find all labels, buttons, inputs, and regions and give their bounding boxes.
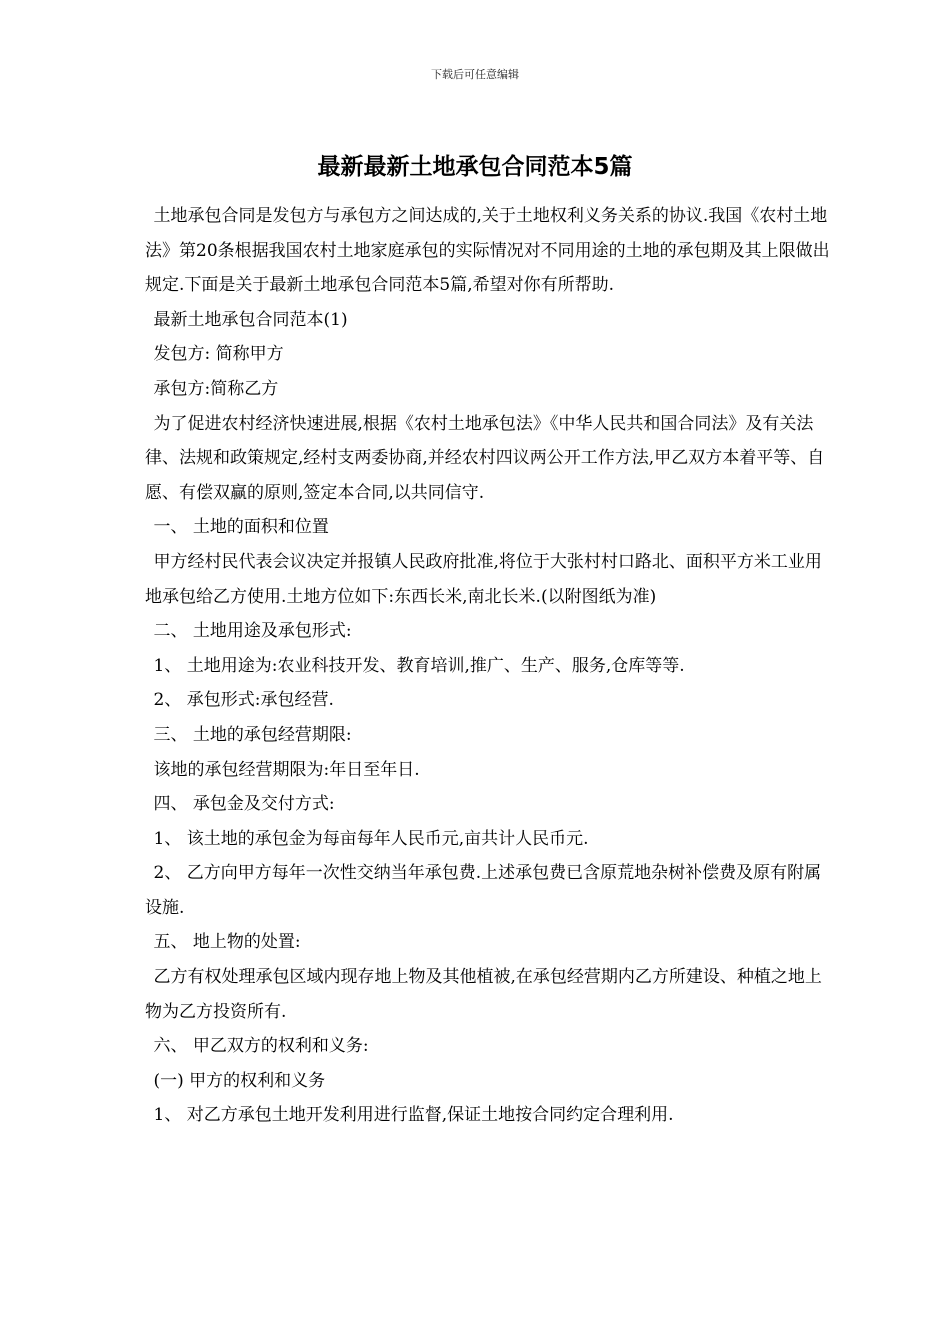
paragraph-land-use: 1、 土地用途为:农业科技开发、教育培训,推广、生产、服务,仓库等等. xyxy=(153,655,685,676)
paragraph-contract-form: 2、 承包形式:承包经营. xyxy=(153,690,334,711)
paragraph-fee: 1、 该土地的承包金为每亩每年人民币元,亩共计人民币元. xyxy=(153,828,589,849)
section-heading-3: 三、 土地的承包经营期限: xyxy=(153,724,352,745)
section-heading-6: 六、 甲乙双方的权利和义务: xyxy=(153,1036,369,1057)
section-heading-5: 五、 地上物的处置: xyxy=(153,932,301,953)
subsection-heading-party-a: (一) 甲方的权利和义务 xyxy=(153,1070,326,1091)
document-title: 最新最新土地承包合同范本5篇 xyxy=(317,154,633,180)
paragraph-land-location: 甲方经村民代表会议决定并报镇人民政府批准,将位于大张村村口路北、面积平方米工业用地承包给乙方使用.土地方位如下:东西长米,南北长米.(以附图纸为准) xyxy=(145,551,822,607)
paragraph-term: 该地的承包经营期限为:年日至年日. xyxy=(153,759,420,780)
header-note: 下载后可任意编辑 xyxy=(431,68,519,81)
paragraph-party-b: 承包方:简称乙方 xyxy=(153,378,279,399)
document-body xyxy=(145,199,835,1133)
paragraph-payment: 2、 乙方向甲方每年一次性交纳当年承包费.上述承包费已含原荒地杂树补偿费及原有附属设施. xyxy=(145,863,822,918)
paragraph-ground-objects: 乙方有权处理承包区域内现存地上物及其他植被,在承包经营期内乙方所建设、种植之地上物为乙方投资所有. xyxy=(145,967,822,1022)
paragraph-contract-heading: 最新土地承包合同范本(1) xyxy=(153,309,348,330)
section-heading-1: 一、 土地的面积和位置 xyxy=(153,517,329,538)
paragraph-party-a: 发包方: 简称甲方 xyxy=(153,344,284,365)
paragraph-supervision: 1、 对乙方承包土地开发利用进行监督,保证土地按合同约定合理利用. xyxy=(153,1105,674,1126)
paragraph-preamble: 为了促进农村经济快速进展,根据《农村土地承包法》《中华人民共和国合同法》及有关法律、法规和政策规定,经村支两委协商,并经农村四议两公开工作方法,甲乙双方本着平等、自愿、有偿双赢的原则,签定本合同,以共同信守. xyxy=(145,413,825,503)
paragraph-intro: 土地承包合同是发包方与承包方之间达成的,关于土地权利义务关系的协议.我国《农村土地法》第20条根据我国农村土地家庭承包的实际情况对不同用途的土地的承包期及其上限做出规定.下面是关于最新土地承包合同范本5篇,希望对你有所帮助. xyxy=(145,206,830,296)
section-heading-4: 四、 承包金及交付方式: xyxy=(153,794,335,815)
section-heading-2: 二、 土地用途及承包形式: xyxy=(153,621,352,642)
